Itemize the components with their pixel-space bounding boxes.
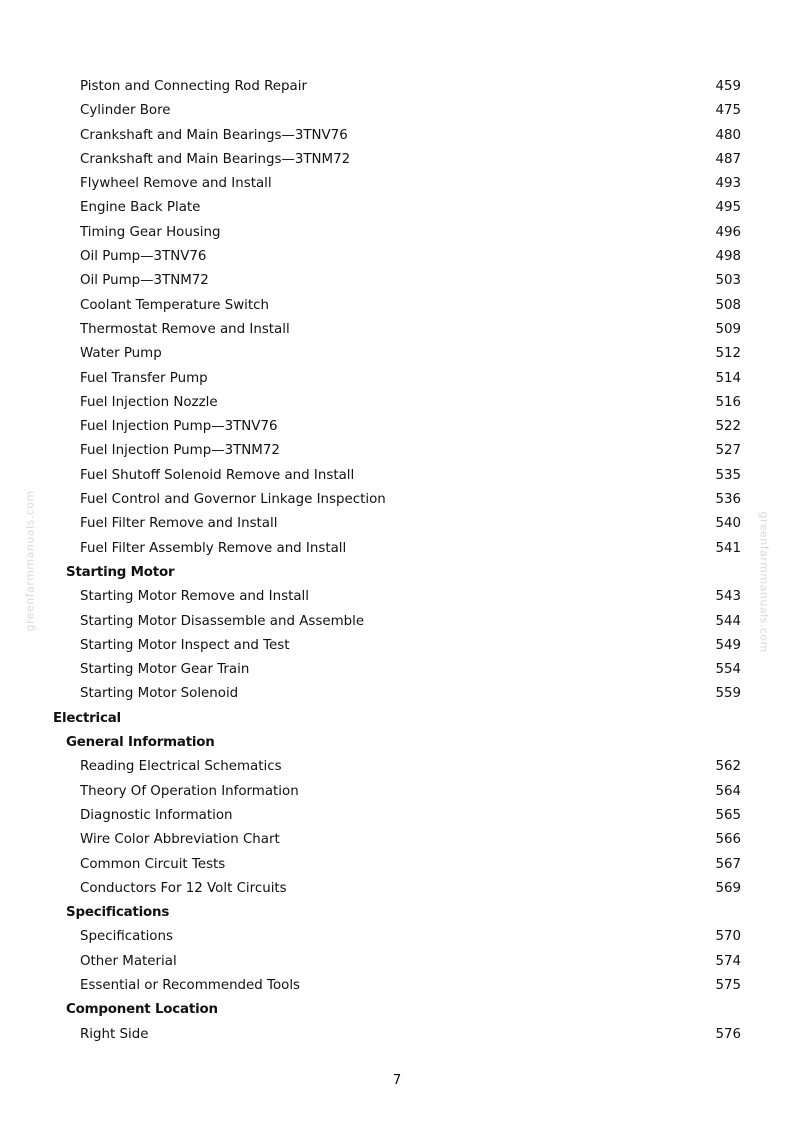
toc-entry[interactable]: [0, 367, 794, 391]
toc-entry-page: 503: [715, 273, 741, 289]
toc-entry-page: 493: [715, 176, 741, 192]
toc-entry-title: Starting Motor Gear Train: [80, 662, 250, 678]
toc-entry[interactable]: [0, 245, 794, 269]
toc-entry[interactable]: [0, 75, 794, 99]
toc-entry-page: 487: [715, 151, 741, 167]
toc-entry-title: Flywheel Remove and Install: [80, 176, 272, 192]
toc-entry[interactable]: [0, 269, 794, 293]
toc-entry-page: 527: [715, 443, 741, 459]
toc-section-heading: [0, 707, 794, 731]
toc-entry-page: 559: [715, 686, 741, 702]
toc-entry[interactable]: [0, 464, 794, 488]
toc-entry-page: 567: [715, 856, 741, 872]
toc-entry-page: 566: [715, 832, 741, 848]
toc-entry-title: Starting Motor Solenoid: [80, 686, 239, 702]
toc-entry[interactable]: [0, 512, 794, 536]
toc-entry-title: Component Location: [66, 1002, 218, 1018]
toc-entry-page: 564: [715, 783, 741, 799]
toc-section-heading: [0, 998, 794, 1022]
toc-entry-title: Specifications: [66, 905, 170, 921]
toc-entry[interactable]: [0, 148, 794, 172]
toc-entry-title: Starting Motor: [66, 564, 175, 580]
toc-entry-title: Reading Electrical Schematics: [80, 759, 282, 775]
toc-entry-title: Fuel Shutoff Solenoid Remove and Install: [80, 467, 355, 483]
toc-entry-title: Crankshaft and Main Bearings—3TNM72: [80, 151, 351, 167]
toc-entry-page: 512: [715, 346, 741, 362]
toc-entry-page: 522: [715, 419, 741, 435]
toc-entry-title: Fuel Injection Pump—3TNV76: [80, 419, 278, 435]
toc-entry[interactable]: [0, 439, 794, 463]
toc-entry-title: Coolant Temperature Switch: [80, 297, 270, 313]
toc-entry-title: Piston and Connecting Rod Repair: [80, 79, 307, 94]
toc-entry-title: Fuel Injection Nozzle: [80, 394, 218, 410]
toc-entry[interactable]: [0, 221, 794, 245]
toc-entry-title: Crankshaft and Main Bearings—3TNV76: [80, 127, 348, 143]
table-of-contents: [0, 75, 794, 1047]
toc-entry-page: 565: [715, 807, 741, 823]
toc-entry-title: Conductors For 12 Volt Circuits: [80, 880, 287, 896]
toc-entry[interactable]: [0, 99, 794, 123]
toc-entry[interactable]: [0, 124, 794, 148]
toc-entry[interactable]: [0, 755, 794, 779]
toc-entry[interactable]: [0, 853, 794, 877]
toc-entry-title: Engine Back Plate: [80, 200, 201, 216]
toc-entry-title: Specifications: [80, 929, 173, 945]
toc-entry[interactable]: [0, 877, 794, 901]
toc-entry-title: Starting Motor Disassemble and Assemble: [80, 613, 365, 629]
toc-entry[interactable]: [0, 950, 794, 974]
toc-entry-title: General Information: [66, 735, 215, 751]
toc-entry[interactable]: [0, 391, 794, 415]
toc-entry-title: Theory Of Operation Information: [80, 783, 299, 799]
toc-entry[interactable]: [0, 682, 794, 706]
toc-entry-title: Starting Motor Inspect and Test: [80, 637, 290, 653]
toc-entry-title: Fuel Injection Pump—3TNM72: [80, 443, 280, 459]
toc-entry[interactable]: [0, 318, 794, 342]
toc-entry-title: Fuel Transfer Pump: [80, 370, 208, 386]
toc-entry[interactable]: [0, 634, 794, 658]
toc-entry[interactable]: [0, 780, 794, 804]
toc-entry-page: 495: [715, 200, 741, 216]
toc-entry-title: Common Circuit Tests: [80, 856, 226, 872]
toc-entry-page: 509: [715, 321, 741, 337]
toc-entry-title: Starting Motor Remove and Install: [80, 589, 309, 605]
toc-entry[interactable]: [0, 925, 794, 949]
page-number: 7: [392, 1073, 402, 1088]
toc-entry-page: 574: [715, 953, 741, 969]
toc-entry[interactable]: [0, 415, 794, 439]
toc-entry-title: Thermostat Remove and Install: [80, 321, 290, 337]
toc-entry-page: 508: [715, 297, 741, 313]
toc-entry-title: Other Material: [80, 953, 177, 969]
watermark-right: greenfarmmanuals.com: [757, 511, 771, 653]
toc-entry-page: 562: [715, 759, 741, 775]
toc-entry-page: 475: [715, 103, 741, 119]
toc-entry-page: 576: [715, 1026, 741, 1042]
toc-entry-page: 459: [715, 79, 741, 94]
toc-entry-title: Water Pump: [80, 346, 162, 362]
toc-entry[interactable]: [0, 658, 794, 682]
toc-entry-page: 536: [715, 492, 741, 508]
toc-entry-page: 516: [715, 394, 741, 410]
toc-entry[interactable]: [0, 585, 794, 609]
toc-entry-title: Essential or Recommended Tools: [80, 977, 301, 993]
toc-entry-title: Wire Color Abbreviation Chart: [80, 832, 280, 848]
toc-entry-page: 554: [715, 662, 741, 678]
toc-entry-page: 480: [715, 127, 741, 143]
toc-entry[interactable]: [0, 974, 794, 998]
toc-entry[interactable]: [0, 537, 794, 561]
toc-entry[interactable]: [0, 488, 794, 512]
toc-entry-page: 570: [715, 929, 741, 945]
watermark-left: greenfarmmanuals.com: [23, 490, 37, 632]
toc-entry-title: Oil Pump—3TNV76: [80, 249, 207, 265]
toc-entry-page: 549: [715, 637, 741, 653]
toc-entry[interactable]: [0, 172, 794, 196]
toc-entry[interactable]: [0, 610, 794, 634]
toc-entry-page: 569: [715, 880, 741, 896]
toc-entry-page: 544: [715, 613, 741, 629]
toc-entry-page: 496: [715, 224, 741, 240]
toc-entry-title: Electrical: [53, 710, 121, 726]
toc-entry-title: Timing Gear Housing: [80, 224, 221, 240]
toc-entry-page: 541: [715, 540, 741, 556]
toc-entry-title: Right Side: [80, 1026, 149, 1042]
toc-entry-page: 535: [715, 467, 741, 483]
toc-entry-title: Fuel Control and Governor Linkage Inspection: [80, 492, 386, 508]
toc-entry[interactable]: [0, 342, 794, 366]
toc-entry-page: 575: [715, 977, 741, 993]
toc-entry[interactable]: [0, 1023, 794, 1047]
toc-entry-page: 543: [715, 589, 741, 605]
toc-section-heading: [0, 731, 794, 755]
toc-entry[interactable]: [0, 196, 794, 220]
toc-entry-title: Oil Pump—3TNM72: [80, 273, 209, 289]
toc-entry[interactable]: [0, 294, 794, 318]
toc-entry-page: 514: [715, 370, 741, 386]
toc-entry-title: Cylinder Bore: [80, 103, 171, 119]
toc-entry-title: Fuel Filter Assembly Remove and Install: [80, 540, 347, 556]
toc-entry[interactable]: [0, 804, 794, 828]
toc-entry-page: 540: [715, 516, 741, 532]
toc-entry-page: 498: [715, 249, 741, 265]
toc-entry-title: Fuel Filter Remove and Install: [80, 516, 278, 532]
toc-entry-title: Diagnostic Information: [80, 807, 233, 823]
toc-entry[interactable]: [0, 828, 794, 852]
toc-section-heading: [0, 561, 794, 585]
toc-section-heading: [0, 901, 794, 925]
